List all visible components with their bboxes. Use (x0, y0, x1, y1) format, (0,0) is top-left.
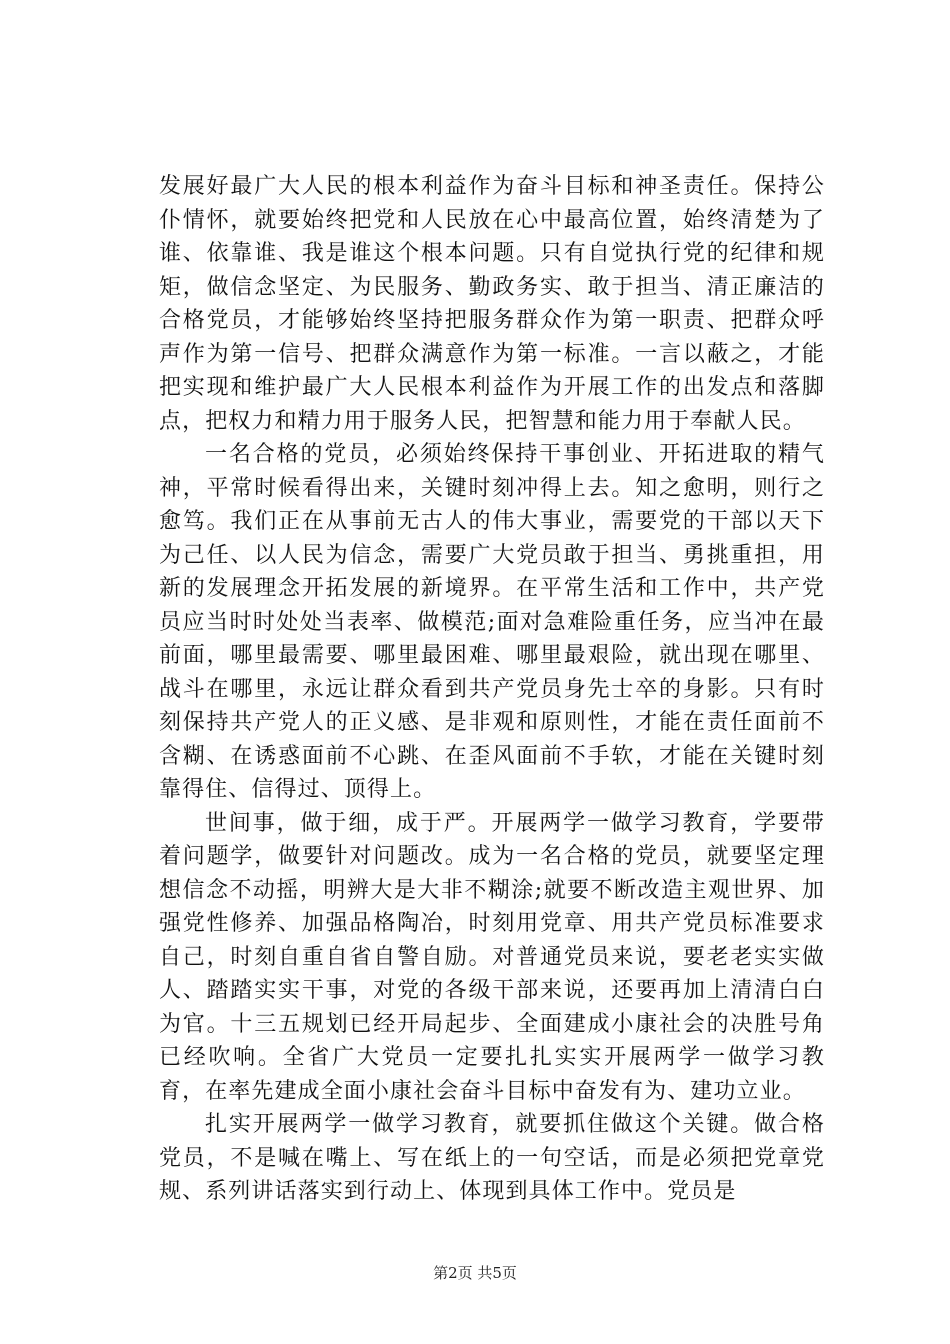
paragraph-2: 一名合格的党员，必须始终保持干事创业、开拓进取的精气神，平常时候看得出来，关键时刻冲得上去。知之愈明，则行之愈笃。我们正在从事前无古人的伟大事业，需要党的干部以天下为己任、以人民为信念，需要广大党员敢于担当、勇挑重担，用新的发展理念开拓发展的新境界。在平常生活和工作中，共产党员应当时时处处当表率、做模范;面对急难险重任务，应当冲在最前面，哪里最需要、哪里最困难、哪里最艰险，就出现在哪里、战斗在哪里，永远让群众看到共产党员身先士卒的身影。只有时刻保持共产党人的正义感、是非观和原则性，才能在责任面前不含糊、在诱惑面前不心跳、在歪风面前不手软，才能在关键时刻靠得住、信得过、顶得上。 (159, 442, 825, 802)
page-number-footer: 第2页 共5页 (433, 1264, 517, 1282)
paragraph-1: 发展好最广大人民的根本利益作为奋斗目标和神圣责任。保持公仆情怀，就要始终把党和人民放在心中最高位置，始终清楚为了谁、依靠谁、我是谁这个根本问题。只有自觉执行党的纪律和规矩，做信念坚定、为民服务、勤政务实、敢于担当、清正廉洁的合格党员，才能够始终坚持把服务群众作为第一职责、把群众呼声作为第一信号、把群众满意作为第一标准。一言以蔽之，才能把实现和维护最广大人民根本利益作为开展工作的出发点和落脚点，把权力和精力用于服务人民，把智慧和能力用于奉献人民。 (159, 174, 825, 434)
document-body (159, 170, 825, 1209)
paragraph-4: 扎实开展两学一做学习教育，就要抓住做这个关键。做合格党员，不是喊在嘴上、写在纸上的一句空话，而是必须把党章党规、系列讲话落实到行动上、体现到具体工作中。党员是 (159, 1112, 825, 1204)
paragraph-3: 世间事，做于细，成于严。开展两学一做学习教育，学要带着问题学，做要针对问题改。成为一名合格的党员，就要坚定理想信念不动摇，明辨大是大非不糊涂;就要不断改造主观世界、加强党性修养、加强品格陶冶，时刻用党章、用共产党员标准要求自己，时刻自重自省自警自励。对普通党员来说，要老老实实做人、踏踏实实干事，对党的各级干部来说，还要再加上清清白白为官。十三五规划已经开局起步、全面建成小康社会的决胜号角已经吹响。全省广大党员一定要扎扎实实开展两学一做学习教育，在率先建成全面小康社会奋斗目标中奋发有为、建功立业。 (159, 810, 825, 1104)
